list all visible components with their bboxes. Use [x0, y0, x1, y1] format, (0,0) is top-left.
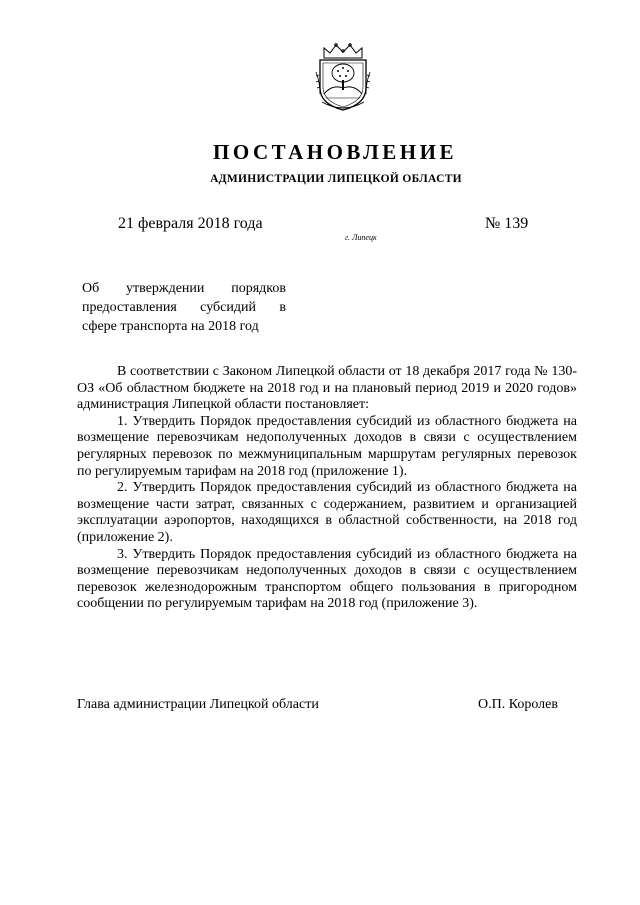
subject-line: Об утверждении порядков [82, 281, 286, 296]
document-subject [82, 279, 286, 336]
issuing-authority: АДМИНИСТРАЦИИ ЛИПЕЦКОЙ ОБЛАСТИ [210, 173, 462, 185]
body-paragraph: В соответствии с Законом Липецкой области от 18 декабря 2017 года № 130-ОЗ «Об областном бюджете на 2018 год и на плановый период 2019 и 2020 годов» администрация Липецкой области постановляет: [77, 364, 577, 413]
signature-name: О.П. Королев [478, 697, 558, 712]
body-paragraph: 3. Утвердить Порядок предоставления субсидий из областного бюджета на возмещение перевозчикам недополученных доходов в связи с осуществлением перевозок железнодорожным транспортом общего пользования в пригородном сообщении по регулируемым тарифам на 2018 год (приложение 3). [77, 546, 577, 612]
document-title: ПОСТАНОВЛЕНИЕ [213, 140, 457, 164]
signature-position: Глава администрации Липецкой области [77, 697, 319, 712]
document-date: 21 февраля 2018 года [118, 215, 263, 232]
document-city: г. Липецк [345, 233, 377, 242]
document-number: № 139 [485, 215, 529, 232]
body-paragraph: 2. Утвердить Порядок предоставления субсидий из областного бюджета на возмещение части затрат, связанных с содержанием, развитием и организацией эксплуатации аэропортов, находящихся в областной собственности, на 2018 год (приложение 2). [77, 480, 577, 545]
body-paragraph: 1. Утвердить Порядок предоставления субсидий из областного бюджета на возмещение перевозчикам недополученных доходов в связи с осуществлением регулярных перевозок по межмуниципальным маршрутам регулярных перевозок по регулируемым тарифам на 2018 год (приложение 1). [77, 413, 577, 479]
document-body [77, 364, 577, 613]
coat-of-arms-icon [312, 42, 374, 112]
subject-line: предоставления субсидий в [82, 300, 286, 315]
subject-line: сфере транспорта на 2018 год [82, 319, 259, 334]
